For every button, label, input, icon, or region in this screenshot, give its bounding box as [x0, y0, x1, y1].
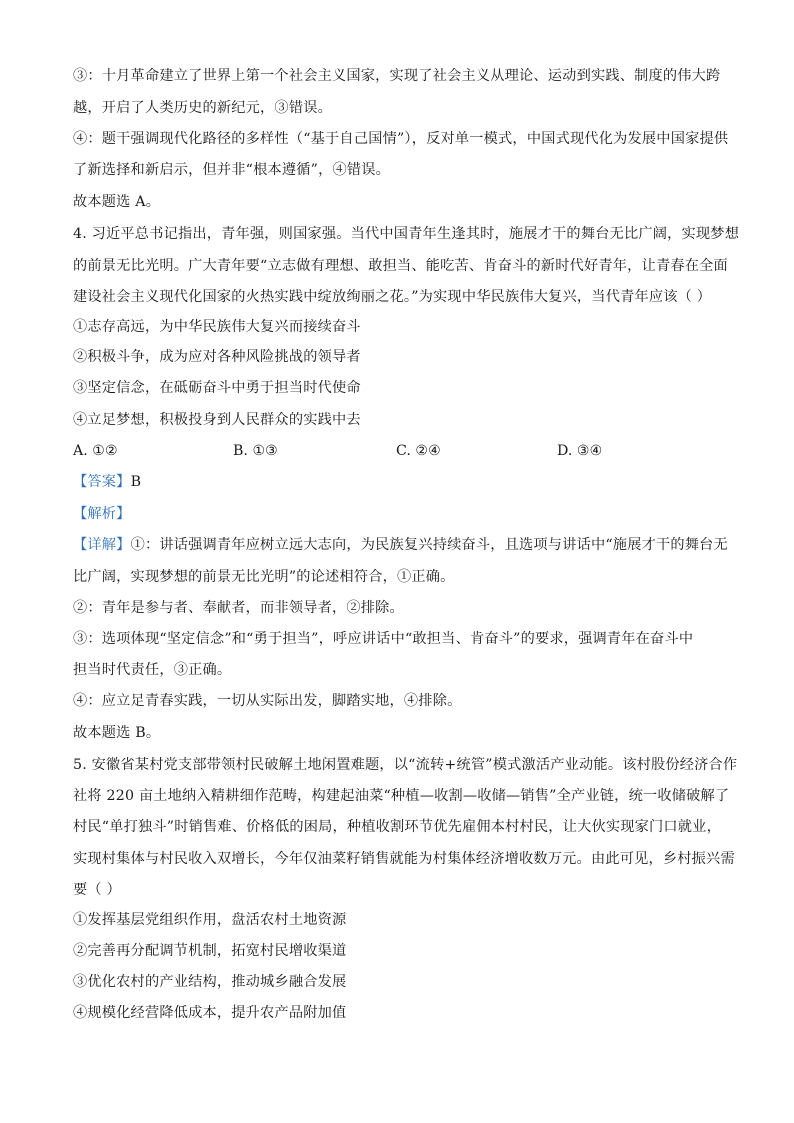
q4-detail-line1: [73, 535, 728, 555]
analysis-tag: 【解析】: [73, 506, 131, 522]
q4-item-4: ④立足梦想，积极投身到人民群众的实践中去: [73, 412, 361, 428]
q5-stem-line1: 5. 安徽省某村党支部带领村民破解土地闲置难题，以“流转+统管”模式激活产业动能。该村股份经济合作: [73, 757, 738, 773]
q4-detail-3-line2: 担当时代责任，③正确。: [73, 662, 232, 678]
q5-stem-line4: 实现村集体与村民收入双增长，今年仅油菜籽销售就能为村集体经济增收数万元。由此可见，乡村振兴需: [73, 851, 735, 867]
q4-option-a: A. ①②: [73, 443, 118, 459]
q5-stem-line2: 社将 220 亩土地纳入精耕细作范畴，构建起油菜“种植—收割—收储—销售”全产业链，统一收储破解了: [73, 788, 730, 804]
q4-detail-3-line1: ③：选项体现“坚定信念”和“勇于担当”，呼应讲话中“敢担当、肯奋斗”的要求，强调青年在奋斗中: [73, 631, 694, 647]
q4-analysis-heading: [73, 504, 131, 524]
q5-stem-line5: 要（ ）: [73, 882, 121, 898]
q4-option-c: C. ②④: [396, 443, 441, 459]
q4-item-2: ②积极斗争，成为应对各种风险挑战的领导者: [73, 349, 361, 365]
detail-tag: 【详解】: [73, 537, 131, 553]
q5-stem-line3: 村民“单打独斗”时销售难、价格低的困局，种植收割环节优先雇佣本村村民，让大伙实现家门口就业，: [73, 819, 721, 835]
q4-option-b: B. ①③: [233, 443, 278, 459]
q3-item4-line2: 了新选择和新启示，但并非“根本遵循”，④错误。: [73, 162, 391, 178]
q3-conclusion: 故本题选 A。: [73, 194, 161, 210]
q4-stem-line1: 4. 习近平总书记指出，青年强，则国家强。当代中国青年生逢其时，施展才干的舞台无比广阔，实现梦想: [73, 226, 740, 242]
answer-value: B: [130, 474, 142, 490]
q4-option-d: D. ③④: [557, 443, 603, 459]
q5-item-4: ④规模化经营降低成本，提升农产品附加值: [73, 1005, 347, 1021]
q5-item-3: ③优化农村的产业结构，推动城乡融合发展: [73, 974, 347, 990]
q4-stem-line2: 的前景无比光明。广大青年要“立志做有理想、敢担当、能吃苦、肯奋斗的新时代好青年，让青春在全面: [73, 258, 728, 274]
q4-answer: [73, 472, 141, 492]
q3-item4-line1: ④：题干强调现代化路径的多样性（“基于自己国情”），反对单一模式，中国式现代化为发展中国家提供: [73, 131, 729, 147]
q4-detail-line2: 比广阔，实现梦想的前景无比光明”的论述相符合，①正确。: [73, 569, 455, 585]
q4-item-1: ①志存高远，为中华民族伟大复兴而接续奋斗: [73, 319, 361, 335]
q3-item3-line1: ③：十月革命建立了世界上第一个社会主义国家，实现了社会主义从理论、运动到实践、制度的伟大跨: [73, 68, 721, 84]
q4-detail-2: ②：青年是参与者、奉献者，而非领导者，②排除。: [73, 600, 404, 616]
q4-conclusion: 故本题选 B。: [73, 725, 161, 741]
q5-item-1: ①发挥基层党组织作用，盘活农村土地资源: [73, 912, 347, 928]
q4-stem-line3: 建设社会主义现代化国家的火热实践中绽放绚丽之花。”为实现中华民族伟大复兴，当代青年应该（ ）: [73, 289, 712, 305]
q3-item3-line2: 越，开启了人类历史的新纪元，③错误。: [73, 100, 332, 116]
q5-item-2: ②完善再分配调节机制，拓宽村民增收渠道: [73, 943, 347, 959]
q4-item-3: ③坚定信念，在砥砺奋斗中勇于担当时代使命: [73, 380, 361, 396]
answer-tag: 【答案】: [73, 474, 131, 490]
detail-1a-text: ①：讲话强调青年应树立远大志向，为民族复兴持续奋斗，且选项与讲话中“施展才干的舞台无: [130, 537, 728, 553]
q4-detail-4: ④：应立足青春实践，一切从实际出发，脚踏实地，④排除。: [73, 693, 462, 709]
